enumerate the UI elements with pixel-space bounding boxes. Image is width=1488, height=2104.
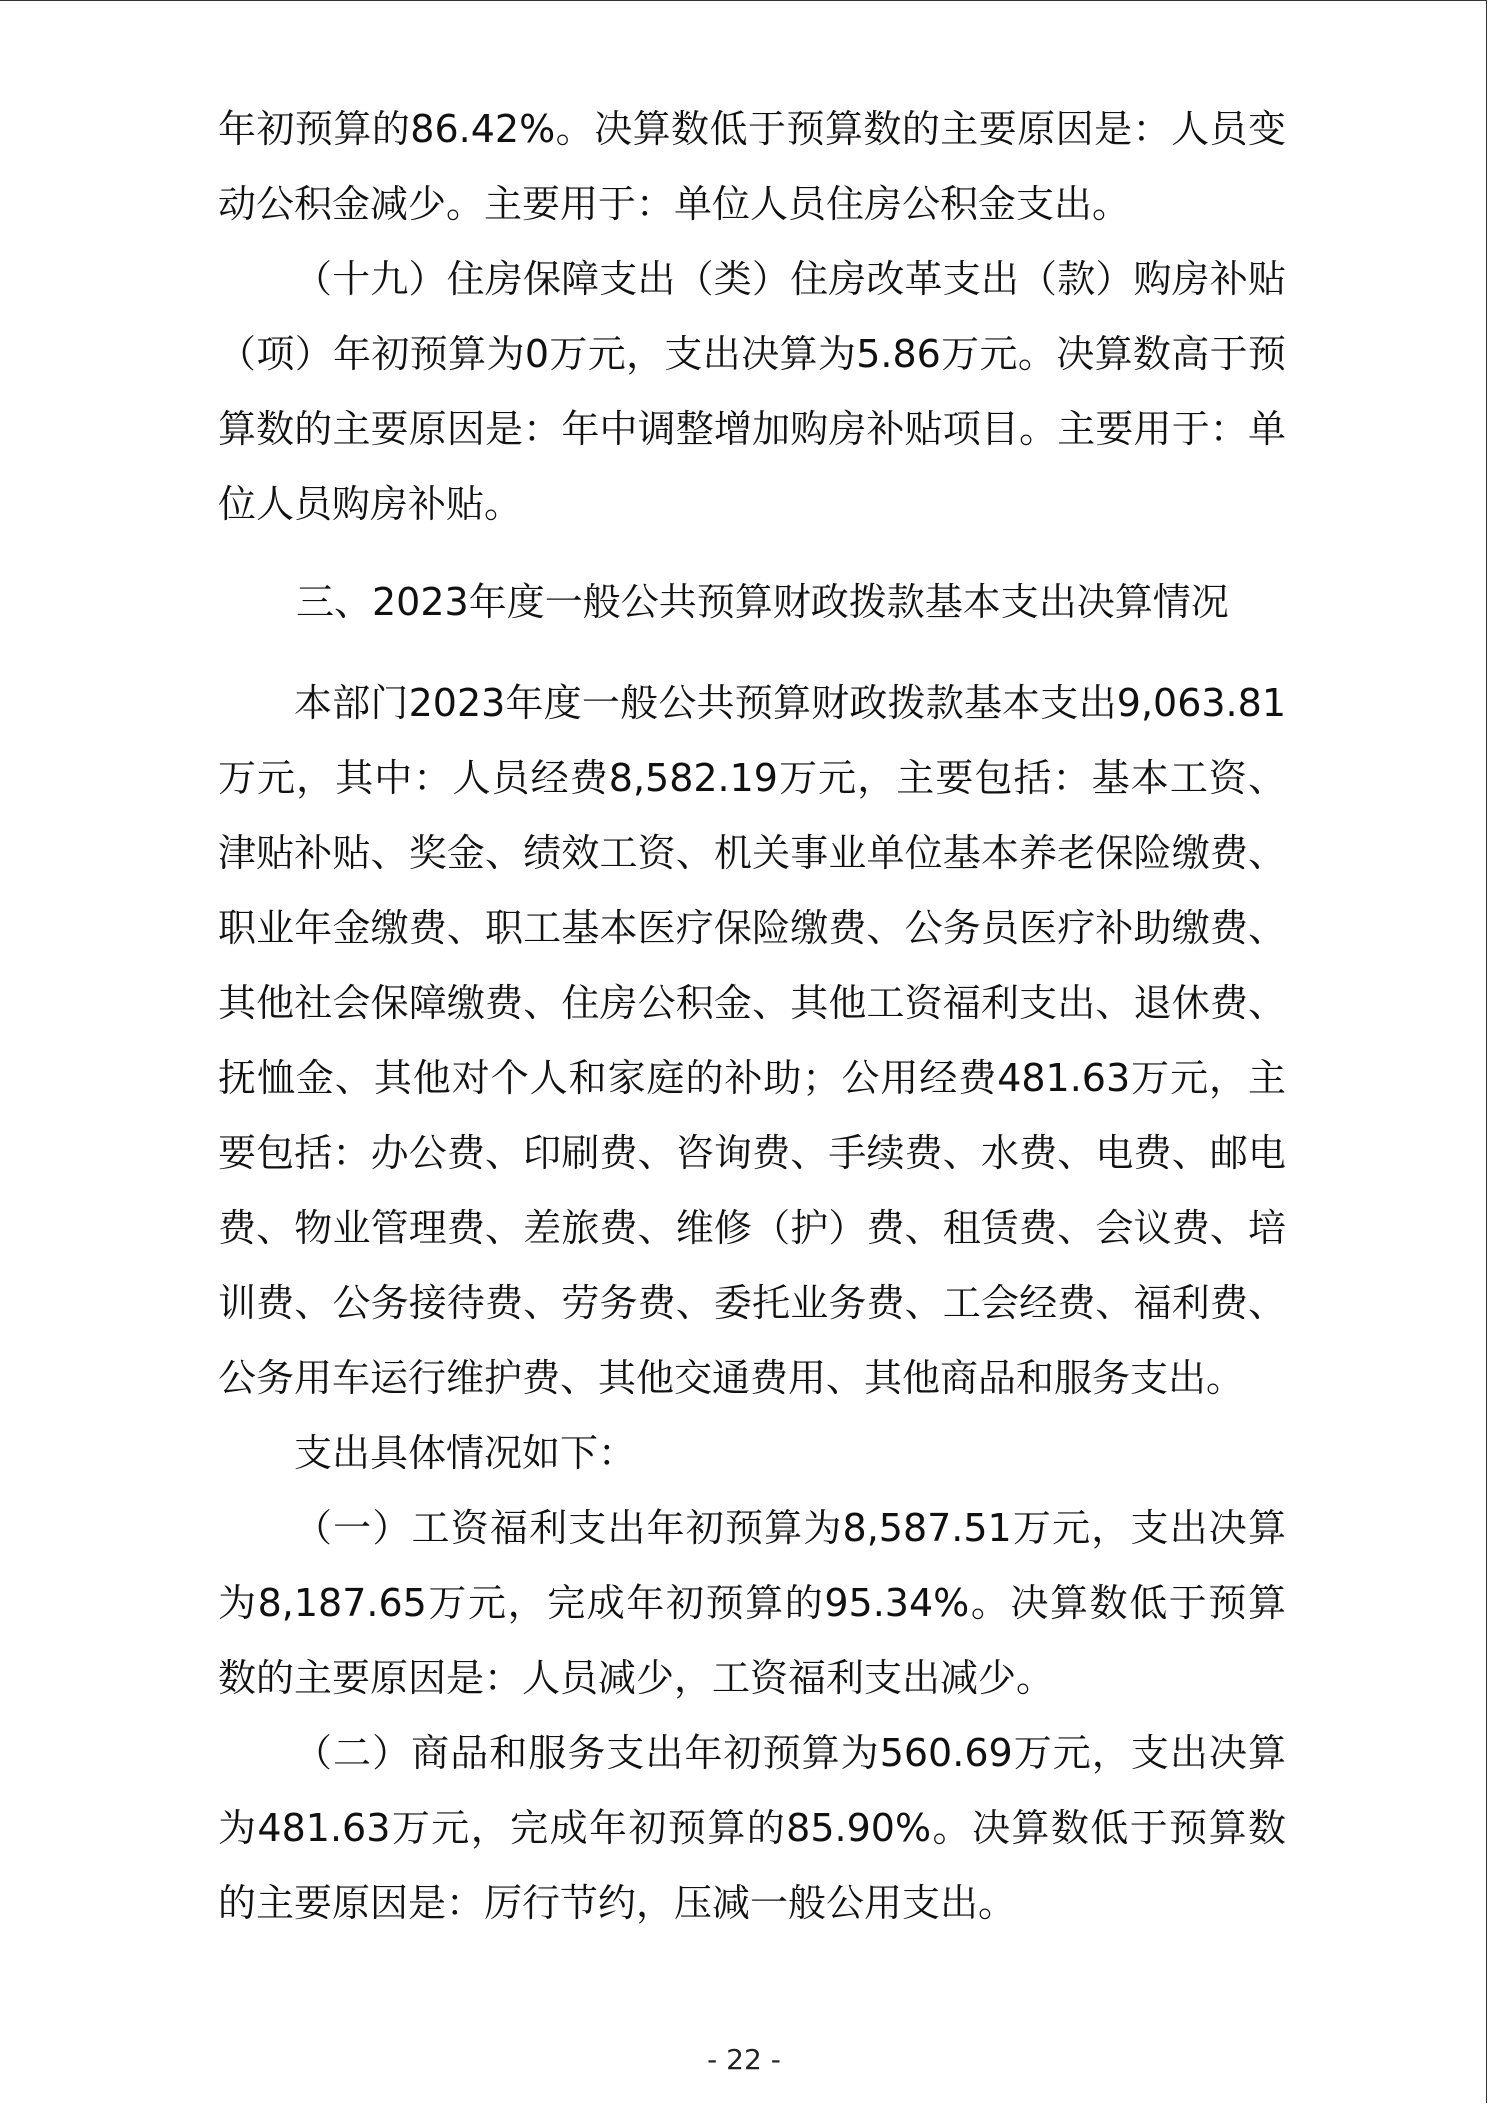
paragraph-item-1: （一）工资福利支出年初预算为8,587.51万元，支出决算为8,187.65万元，完成年初预算的95.34%。决算数低于预算数的主要原因是：人员减少，工资福利支出减少。 (218, 1506, 1286, 1700)
paragraph-basic-expenditure: 本部门2023年度一般公共预算财政拨款基本支出9,063.81万元，其中：人员经费8,582.19万元，主要包括：基本工资、津贴补贴、奖金、绩效工资、机关事业单位基本养老保险缴费、职业年金缴费、职工基本医疗保险缴费、公务员医疗补助缴费、其他社会保障缴费、住房公积金、其他工资福利支出、退休费、抚恤金、其他对个人和家庭的补助；公用经费481.63万元，主要包括：办公费、印刷费、咨询费、手续费、水费、电费、邮电费、物业管理费、差旅费、维修（护）费、租赁费、会议费、培训费、公务接待费、劳务费、委托业务费、工会经费、福利费、公务用车运行维护费、其他交通费用、其他商品和服务支出。 (218, 681, 1286, 1400)
paragraph-details-intro: 支出具体情况如下： (294, 1431, 637, 1475)
paragraph-continuation: 年初预算的86.42%。决算数低于预算数的主要原因是：人员变动公积金减少。主要用于：单位人员住房公积金支出。 (218, 107, 1286, 226)
document-body (218, 92, 1286, 1941)
paragraph-item-19: （十九）住房保障支出（类）住房改革支出（款）购房补贴（项）年初预算为0万元，支出决算为5.86万元。决算数高于预算数的主要原因是：年中调整增加购房补贴项目。主要用于：单位人员购房补贴。 (218, 257, 1286, 526)
page-number: - 22 - (707, 2043, 781, 2076)
paragraph-item-2: （二）商品和服务支出年初预算为560.69万元，支出决算为481.63万元，完成年初预算的85.90%。决算数低于预算数的主要原因是：厉行节约，压减一般公用支出。 (218, 1731, 1286, 1925)
section-heading: 三、2023年度一般公共预算财政拨款基本支出决算情况 (296, 580, 1229, 624)
